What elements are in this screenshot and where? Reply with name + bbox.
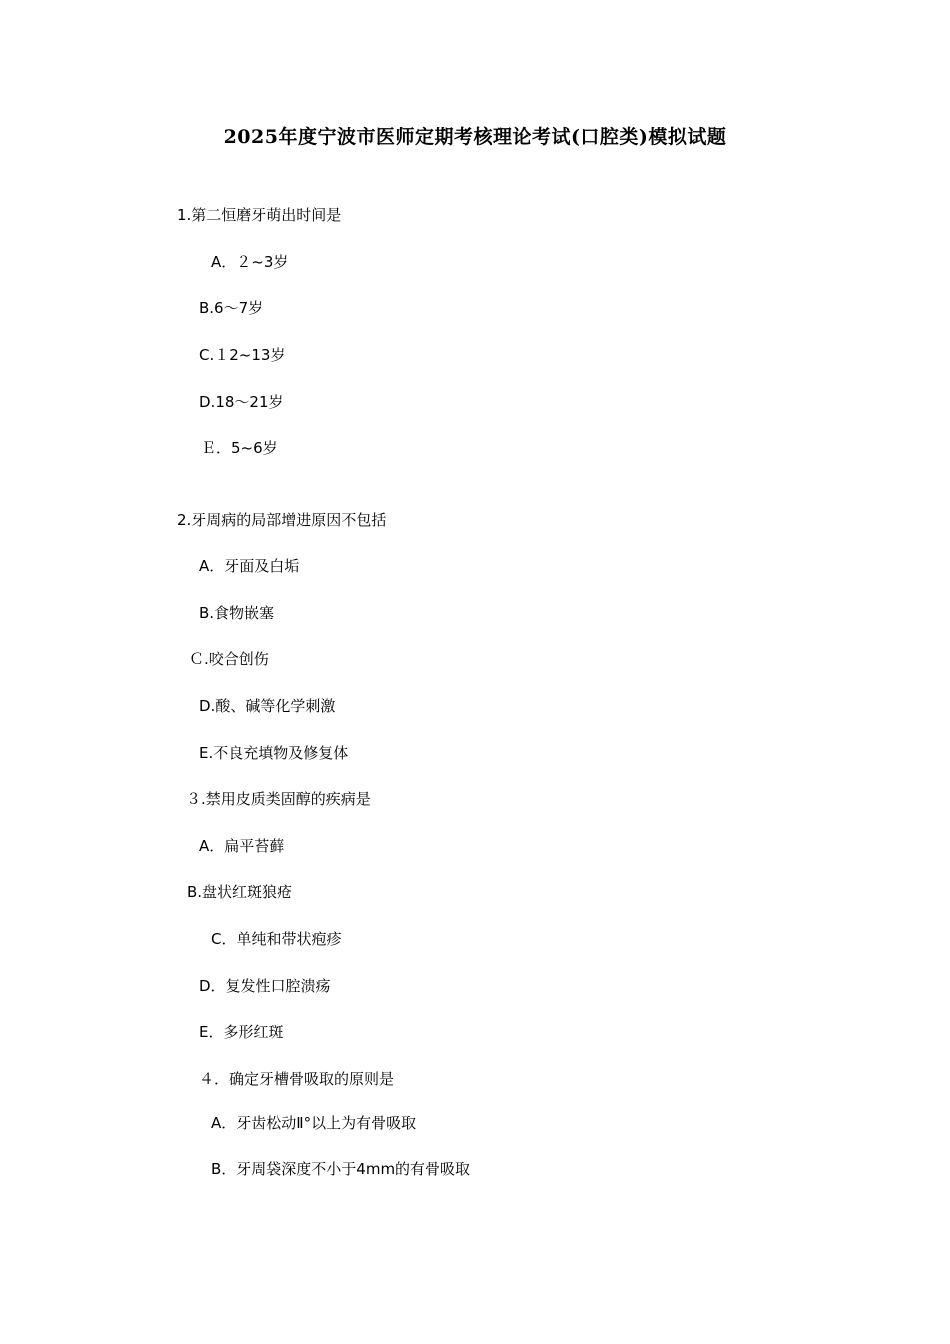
question-3-stem: ３.禁用皮质类固醇的疾病是 <box>186 790 371 808</box>
question-1-option-d: D.18～21岁 <box>199 393 284 411</box>
question-3-option-b: B.盘状红斑狼疮 <box>187 883 293 901</box>
question-1-option-a: A．２~3岁 <box>211 253 289 271</box>
question-2-option-b: B.食物嵌塞 <box>199 604 275 622</box>
question-3-option-c: C．单纯和带状疱疹 <box>211 930 342 948</box>
question-2-option-c: Ｃ.咬合创伤 <box>189 650 269 668</box>
question-2-option-a: A．牙面及白垢 <box>199 557 300 575</box>
question-3-option-e: E．多形红斑 <box>199 1023 284 1041</box>
document-title: 2025年度宁波市医师定期考核理论考试(口腔类)模拟试题 <box>223 126 727 148</box>
question-1-option-c: C.１2~13岁 <box>199 346 286 364</box>
question-3-option-a: A．扁平苔藓 <box>199 837 285 855</box>
question-1-option-e: Ｅ．5~6岁 <box>201 439 278 457</box>
question-1-stem: 1.第二恒磨牙萌出时间是 <box>177 206 342 224</box>
question-4-stem: ４．确定牙槽骨吸取的原则是 <box>199 1070 395 1088</box>
question-2-option-d: D.酸、碱等化学刺激 <box>199 697 336 715</box>
question-1-option-b: B.6～7岁 <box>199 299 264 317</box>
question-3-option-d: D．复发性口腔溃疡 <box>199 977 331 995</box>
question-2-stem: 2.牙周病的局部增进原因不包括 <box>177 511 387 529</box>
question-2-option-e: E.不良充填物及修复体 <box>199 744 349 762</box>
question-4-option-a: A．牙齿松动Ⅱ°以上为有骨吸取 <box>211 1114 417 1132</box>
question-4-option-b: B．牙周袋深度不小于4mm的有骨吸取 <box>211 1160 471 1178</box>
